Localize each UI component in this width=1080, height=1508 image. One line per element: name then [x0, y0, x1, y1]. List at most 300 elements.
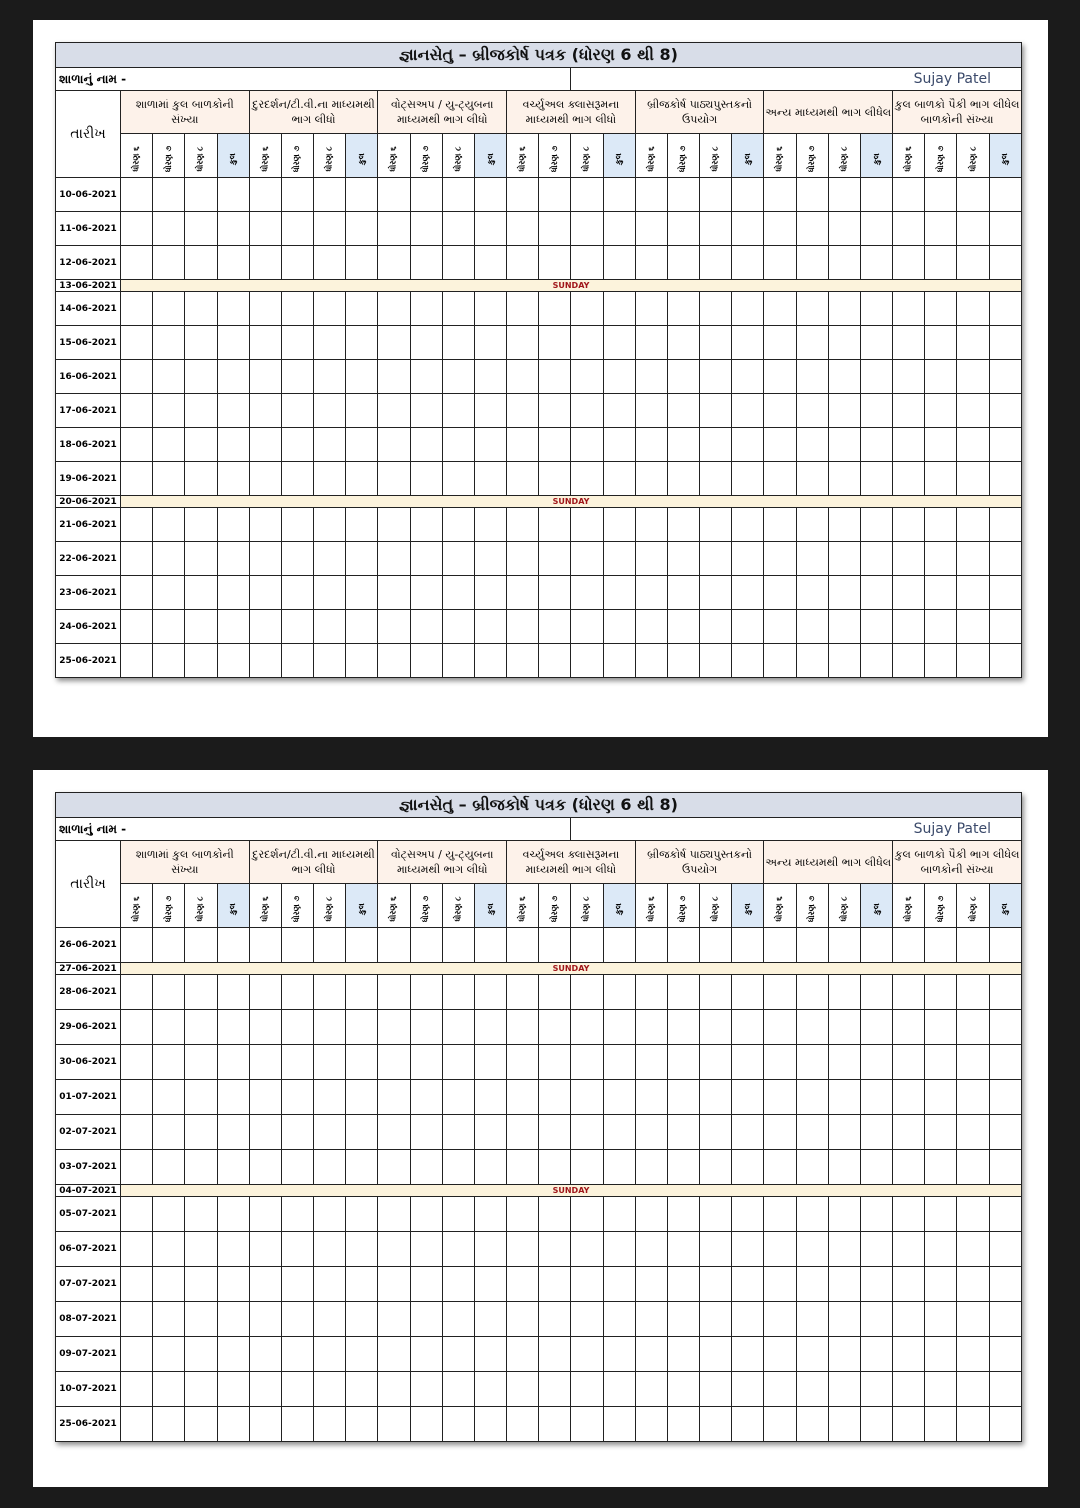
entry-cell[interactable]	[539, 178, 571, 212]
entry-cell[interactable]	[346, 610, 378, 644]
entry-cell[interactable]	[957, 1080, 989, 1115]
entry-cell[interactable]	[700, 246, 732, 280]
entry-cell[interactable]	[539, 1407, 571, 1442]
entry-cell[interactable]	[764, 1045, 796, 1080]
entry-cell[interactable]	[314, 1115, 346, 1150]
entry-cell[interactable]	[860, 292, 892, 326]
entry-cell[interactable]	[667, 1267, 699, 1302]
entry-cell[interactable]	[185, 462, 217, 496]
entry-cell[interactable]	[249, 1302, 281, 1337]
entry-cell[interactable]	[989, 1407, 1021, 1442]
entry-cell[interactable]	[217, 928, 249, 963]
entry-cell[interactable]	[539, 292, 571, 326]
entry-cell[interactable]	[185, 246, 217, 280]
entry-cell[interactable]	[700, 462, 732, 496]
entry-cell[interactable]	[764, 610, 796, 644]
entry-cell[interactable]	[410, 212, 442, 246]
entry-cell[interactable]	[828, 212, 860, 246]
entry-cell[interactable]	[314, 1232, 346, 1267]
entry-cell[interactable]	[185, 1010, 217, 1045]
entry-cell[interactable]	[828, 542, 860, 576]
entry-cell[interactable]	[346, 1372, 378, 1407]
entry-cell[interactable]	[378, 326, 410, 360]
entry-cell[interactable]	[700, 212, 732, 246]
entry-cell[interactable]	[571, 1267, 603, 1302]
entry-cell[interactable]	[700, 428, 732, 462]
entry-cell[interactable]	[539, 360, 571, 394]
entry-cell[interactable]	[732, 644, 764, 678]
entry-cell[interactable]	[925, 428, 957, 462]
entry-cell[interactable]	[507, 1337, 539, 1372]
entry-cell[interactable]	[764, 644, 796, 678]
entry-cell[interactable]	[925, 975, 957, 1010]
entry-cell[interactable]	[893, 1337, 925, 1372]
entry-cell[interactable]	[700, 326, 732, 360]
entry-cell[interactable]	[281, 928, 313, 963]
entry-cell[interactable]	[410, 462, 442, 496]
entry-cell[interactable]	[249, 928, 281, 963]
entry-cell[interactable]	[700, 610, 732, 644]
entry-cell[interactable]	[957, 1232, 989, 1267]
entry-cell[interactable]	[474, 1197, 506, 1232]
entry-cell[interactable]	[860, 428, 892, 462]
entry-cell[interactable]	[667, 394, 699, 428]
entry-cell[interactable]	[989, 1372, 1021, 1407]
entry-cell[interactable]	[314, 246, 346, 280]
entry-cell[interactable]	[539, 1302, 571, 1337]
entry-cell[interactable]	[700, 508, 732, 542]
entry-cell[interactable]	[989, 1232, 1021, 1267]
entry-cell[interactable]	[281, 1302, 313, 1337]
entry-cell[interactable]	[796, 292, 828, 326]
entry-cell[interactable]	[217, 975, 249, 1010]
entry-cell[interactable]	[796, 1115, 828, 1150]
entry-cell[interactable]	[860, 576, 892, 610]
entry-cell[interactable]	[828, 246, 860, 280]
entry-cell[interactable]	[828, 576, 860, 610]
entry-cell[interactable]	[764, 1232, 796, 1267]
entry-cell[interactable]	[281, 975, 313, 1010]
entry-cell[interactable]	[539, 1150, 571, 1185]
entry-cell[interactable]	[442, 508, 474, 542]
entry-cell[interactable]	[442, 1407, 474, 1442]
entry-cell[interactable]	[378, 1372, 410, 1407]
entry-cell[interactable]	[796, 326, 828, 360]
entry-cell[interactable]	[989, 928, 1021, 963]
entry-cell[interactable]	[635, 644, 667, 678]
entry-cell[interactable]	[185, 1407, 217, 1442]
entry-cell[interactable]	[989, 360, 1021, 394]
entry-cell[interactable]	[314, 326, 346, 360]
entry-cell[interactable]	[860, 360, 892, 394]
entry-cell[interactable]	[796, 1407, 828, 1442]
entry-cell[interactable]	[635, 1372, 667, 1407]
entry-cell[interactable]	[153, 975, 185, 1010]
entry-cell[interactable]	[539, 462, 571, 496]
entry-cell[interactable]	[121, 1372, 153, 1407]
entry-cell[interactable]	[507, 975, 539, 1010]
entry-cell[interactable]	[217, 1045, 249, 1080]
entry-cell[interactable]	[507, 1197, 539, 1232]
entry-cell[interactable]	[539, 508, 571, 542]
entry-cell[interactable]	[796, 1372, 828, 1407]
entry-cell[interactable]	[860, 246, 892, 280]
entry-cell[interactable]	[217, 576, 249, 610]
entry-cell[interactable]	[957, 542, 989, 576]
entry-cell[interactable]	[153, 1267, 185, 1302]
entry-cell[interactable]	[185, 1080, 217, 1115]
entry-cell[interactable]	[828, 462, 860, 496]
entry-cell[interactable]	[925, 292, 957, 326]
entry-cell[interactable]	[217, 394, 249, 428]
entry-cell[interactable]	[796, 360, 828, 394]
entry-cell[interactable]	[732, 1115, 764, 1150]
entry-cell[interactable]	[989, 1115, 1021, 1150]
entry-cell[interactable]	[603, 1197, 635, 1232]
entry-cell[interactable]	[732, 360, 764, 394]
entry-cell[interactable]	[314, 1337, 346, 1372]
entry-cell[interactable]	[893, 1115, 925, 1150]
entry-cell[interactable]	[153, 246, 185, 280]
entry-cell[interactable]	[185, 576, 217, 610]
entry-cell[interactable]	[989, 644, 1021, 678]
entry-cell[interactable]	[281, 576, 313, 610]
entry-cell[interactable]	[314, 610, 346, 644]
entry-cell[interactable]	[700, 1372, 732, 1407]
entry-cell[interactable]	[442, 928, 474, 963]
entry-cell[interactable]	[474, 246, 506, 280]
entry-cell[interactable]	[185, 1372, 217, 1407]
entry-cell[interactable]	[185, 508, 217, 542]
entry-cell[interactable]	[442, 975, 474, 1010]
entry-cell[interactable]	[667, 644, 699, 678]
entry-cell[interactable]	[378, 1150, 410, 1185]
entry-cell[interactable]	[796, 462, 828, 496]
entry-cell[interactable]	[474, 1372, 506, 1407]
entry-cell[interactable]	[796, 1150, 828, 1185]
entry-cell[interactable]	[828, 394, 860, 428]
entry-cell[interactable]	[603, 462, 635, 496]
entry-cell[interactable]	[442, 428, 474, 462]
entry-cell[interactable]	[603, 508, 635, 542]
entry-cell[interactable]	[635, 1197, 667, 1232]
entry-cell[interactable]	[217, 1232, 249, 1267]
entry-cell[interactable]	[925, 1115, 957, 1150]
entry-cell[interactable]	[635, 360, 667, 394]
entry-cell[interactable]	[442, 1372, 474, 1407]
entry-cell[interactable]	[796, 212, 828, 246]
entry-cell[interactable]	[314, 508, 346, 542]
entry-cell[interactable]	[635, 1150, 667, 1185]
entry-cell[interactable]	[635, 975, 667, 1010]
entry-cell[interactable]	[281, 246, 313, 280]
entry-cell[interactable]	[700, 1407, 732, 1442]
entry-cell[interactable]	[378, 1115, 410, 1150]
entry-cell[interactable]	[217, 360, 249, 394]
entry-cell[interactable]	[281, 462, 313, 496]
entry-cell[interactable]	[410, 1232, 442, 1267]
entry-cell[interactable]	[925, 394, 957, 428]
entry-cell[interactable]	[925, 1302, 957, 1337]
entry-cell[interactable]	[442, 326, 474, 360]
entry-cell[interactable]	[925, 246, 957, 280]
entry-cell[interactable]	[893, 542, 925, 576]
entry-cell[interactable]	[860, 326, 892, 360]
entry-cell[interactable]	[925, 644, 957, 678]
entry-cell[interactable]	[989, 394, 1021, 428]
entry-cell[interactable]	[185, 1045, 217, 1080]
entry-cell[interactable]	[860, 610, 892, 644]
entry-cell[interactable]	[153, 178, 185, 212]
entry-cell[interactable]	[989, 246, 1021, 280]
entry-cell[interactable]	[539, 246, 571, 280]
entry-cell[interactable]	[314, 1150, 346, 1185]
entry-cell[interactable]	[217, 542, 249, 576]
entry-cell[interactable]	[764, 246, 796, 280]
entry-cell[interactable]	[732, 178, 764, 212]
entry-cell[interactable]	[796, 1267, 828, 1302]
entry-cell[interactable]	[281, 1372, 313, 1407]
entry-cell[interactable]	[828, 1197, 860, 1232]
entry-cell[interactable]	[153, 1080, 185, 1115]
entry-cell[interactable]	[571, 1010, 603, 1045]
entry-cell[interactable]	[474, 1150, 506, 1185]
entry-cell[interactable]	[539, 644, 571, 678]
entry-cell[interactable]	[249, 1115, 281, 1150]
entry-cell[interactable]	[925, 1150, 957, 1185]
entry-cell[interactable]	[989, 508, 1021, 542]
entry-cell[interactable]	[957, 428, 989, 462]
entry-cell[interactable]	[217, 1372, 249, 1407]
entry-cell[interactable]	[281, 212, 313, 246]
entry-cell[interactable]	[732, 1337, 764, 1372]
entry-cell[interactable]	[378, 1010, 410, 1045]
entry-cell[interactable]	[667, 1372, 699, 1407]
entry-cell[interactable]	[185, 1302, 217, 1337]
entry-cell[interactable]	[217, 1115, 249, 1150]
entry-cell[interactable]	[957, 462, 989, 496]
entry-cell[interactable]	[893, 394, 925, 428]
entry-cell[interactable]	[989, 1337, 1021, 1372]
entry-cell[interactable]	[281, 292, 313, 326]
entry-cell[interactable]	[635, 1010, 667, 1045]
entry-cell[interactable]	[893, 326, 925, 360]
entry-cell[interactable]	[860, 178, 892, 212]
entry-cell[interactable]	[474, 1080, 506, 1115]
entry-cell[interactable]	[185, 644, 217, 678]
entry-cell[interactable]	[281, 394, 313, 428]
entry-cell[interactable]	[153, 292, 185, 326]
entry-cell[interactable]	[635, 508, 667, 542]
entry-cell[interactable]	[603, 1115, 635, 1150]
entry-cell[interactable]	[957, 928, 989, 963]
entry-cell[interactable]	[346, 394, 378, 428]
entry-cell[interactable]	[121, 1337, 153, 1372]
entry-cell[interactable]	[635, 1337, 667, 1372]
entry-cell[interactable]	[281, 1150, 313, 1185]
entry-cell[interactable]	[700, 644, 732, 678]
entry-cell[interactable]	[153, 1372, 185, 1407]
entry-cell[interactable]	[635, 928, 667, 963]
entry-cell[interactable]	[796, 1232, 828, 1267]
entry-cell[interactable]	[700, 1150, 732, 1185]
entry-cell[interactable]	[828, 1232, 860, 1267]
entry-cell[interactable]	[121, 644, 153, 678]
entry-cell[interactable]	[893, 212, 925, 246]
entry-cell[interactable]	[635, 1302, 667, 1337]
entry-cell[interactable]	[635, 1267, 667, 1302]
entry-cell[interactable]	[635, 326, 667, 360]
entry-cell[interactable]	[539, 428, 571, 462]
entry-cell[interactable]	[185, 1267, 217, 1302]
entry-cell[interactable]	[571, 1372, 603, 1407]
entry-cell[interactable]	[989, 428, 1021, 462]
entry-cell[interactable]	[507, 576, 539, 610]
entry-cell[interactable]	[121, 1197, 153, 1232]
entry-cell[interactable]	[153, 1232, 185, 1267]
entry-cell[interactable]	[700, 360, 732, 394]
entry-cell[interactable]	[860, 1080, 892, 1115]
entry-cell[interactable]	[442, 178, 474, 212]
entry-cell[interactable]	[217, 246, 249, 280]
entry-cell[interactable]	[603, 576, 635, 610]
entry-cell[interactable]	[860, 975, 892, 1010]
entry-cell[interactable]	[957, 1407, 989, 1442]
entry-cell[interactable]	[571, 326, 603, 360]
entry-cell[interactable]	[249, 1150, 281, 1185]
entry-cell[interactable]	[378, 1197, 410, 1232]
entry-cell[interactable]	[732, 246, 764, 280]
entry-cell[interactable]	[314, 576, 346, 610]
entry-cell[interactable]	[314, 1197, 346, 1232]
entry-cell[interactable]	[281, 1197, 313, 1232]
entry-cell[interactable]	[507, 1407, 539, 1442]
entry-cell[interactable]	[732, 542, 764, 576]
entry-cell[interactable]	[603, 610, 635, 644]
entry-cell[interactable]	[828, 1045, 860, 1080]
entry-cell[interactable]	[989, 1045, 1021, 1080]
entry-cell[interactable]	[667, 542, 699, 576]
entry-cell[interactable]	[667, 1115, 699, 1150]
entry-cell[interactable]	[893, 1267, 925, 1302]
entry-cell[interactable]	[217, 644, 249, 678]
entry-cell[interactable]	[989, 1197, 1021, 1232]
entry-cell[interactable]	[507, 1150, 539, 1185]
entry-cell[interactable]	[732, 1232, 764, 1267]
entry-cell[interactable]	[346, 975, 378, 1010]
entry-cell[interactable]	[732, 212, 764, 246]
entry-cell[interactable]	[893, 178, 925, 212]
entry-cell[interactable]	[603, 178, 635, 212]
entry-cell[interactable]	[314, 292, 346, 326]
entry-cell[interactable]	[571, 1080, 603, 1115]
entry-cell[interactable]	[507, 292, 539, 326]
entry-cell[interactable]	[281, 644, 313, 678]
entry-cell[interactable]	[893, 360, 925, 394]
entry-cell[interactable]	[539, 542, 571, 576]
entry-cell[interactable]	[667, 178, 699, 212]
entry-cell[interactable]	[314, 1010, 346, 1045]
entry-cell[interactable]	[474, 1302, 506, 1337]
entry-cell[interactable]	[410, 1302, 442, 1337]
entry-cell[interactable]	[507, 1115, 539, 1150]
entry-cell[interactable]	[539, 576, 571, 610]
entry-cell[interactable]	[764, 1150, 796, 1185]
entry-cell[interactable]	[153, 644, 185, 678]
entry-cell[interactable]	[249, 394, 281, 428]
entry-cell[interactable]	[314, 928, 346, 963]
entry-cell[interactable]	[378, 928, 410, 963]
entry-cell[interactable]	[217, 1337, 249, 1372]
entry-cell[interactable]	[185, 428, 217, 462]
entry-cell[interactable]	[989, 292, 1021, 326]
entry-cell[interactable]	[153, 542, 185, 576]
entry-cell[interactable]	[442, 1302, 474, 1337]
entry-cell[interactable]	[185, 1197, 217, 1232]
entry-cell[interactable]	[314, 1267, 346, 1302]
entry-cell[interactable]	[893, 1150, 925, 1185]
entry-cell[interactable]	[474, 1337, 506, 1372]
entry-cell[interactable]	[603, 1232, 635, 1267]
entry-cell[interactable]	[764, 1115, 796, 1150]
entry-cell[interactable]	[507, 178, 539, 212]
entry-cell[interactable]	[507, 1080, 539, 1115]
entry-cell[interactable]	[539, 928, 571, 963]
entry-cell[interactable]	[539, 1372, 571, 1407]
entry-cell[interactable]	[925, 1045, 957, 1080]
entry-cell[interactable]	[410, 1337, 442, 1372]
entry-cell[interactable]	[378, 576, 410, 610]
entry-cell[interactable]	[153, 1407, 185, 1442]
entry-cell[interactable]	[346, 1197, 378, 1232]
entry-cell[interactable]	[893, 610, 925, 644]
entry-cell[interactable]	[667, 246, 699, 280]
entry-cell[interactable]	[507, 1372, 539, 1407]
entry-cell[interactable]	[989, 1010, 1021, 1045]
entry-cell[interactable]	[121, 360, 153, 394]
entry-cell[interactable]	[732, 928, 764, 963]
entry-cell[interactable]	[217, 212, 249, 246]
entry-cell[interactable]	[732, 326, 764, 360]
entry-cell[interactable]	[764, 1080, 796, 1115]
entry-cell[interactable]	[828, 360, 860, 394]
entry-cell[interactable]	[507, 246, 539, 280]
entry-cell[interactable]	[571, 1115, 603, 1150]
entry-cell[interactable]	[281, 1267, 313, 1302]
entry-cell[interactable]	[667, 1232, 699, 1267]
entry-cell[interactable]	[474, 326, 506, 360]
entry-cell[interactable]	[667, 975, 699, 1010]
entry-cell[interactable]	[860, 1267, 892, 1302]
entry-cell[interactable]	[732, 576, 764, 610]
entry-cell[interactable]	[957, 1010, 989, 1045]
entry-cell[interactable]	[957, 610, 989, 644]
entry-cell[interactable]	[603, 975, 635, 1010]
entry-cell[interactable]	[732, 1302, 764, 1337]
entry-cell[interactable]	[989, 178, 1021, 212]
entry-cell[interactable]	[700, 394, 732, 428]
entry-cell[interactable]	[635, 292, 667, 326]
entry-cell[interactable]	[860, 212, 892, 246]
entry-cell[interactable]	[249, 1267, 281, 1302]
entry-cell[interactable]	[153, 576, 185, 610]
entry-cell[interactable]	[474, 644, 506, 678]
entry-cell[interactable]	[828, 1372, 860, 1407]
entry-cell[interactable]	[121, 1115, 153, 1150]
entry-cell[interactable]	[539, 212, 571, 246]
entry-cell[interactable]	[893, 644, 925, 678]
entry-cell[interactable]	[249, 1407, 281, 1442]
